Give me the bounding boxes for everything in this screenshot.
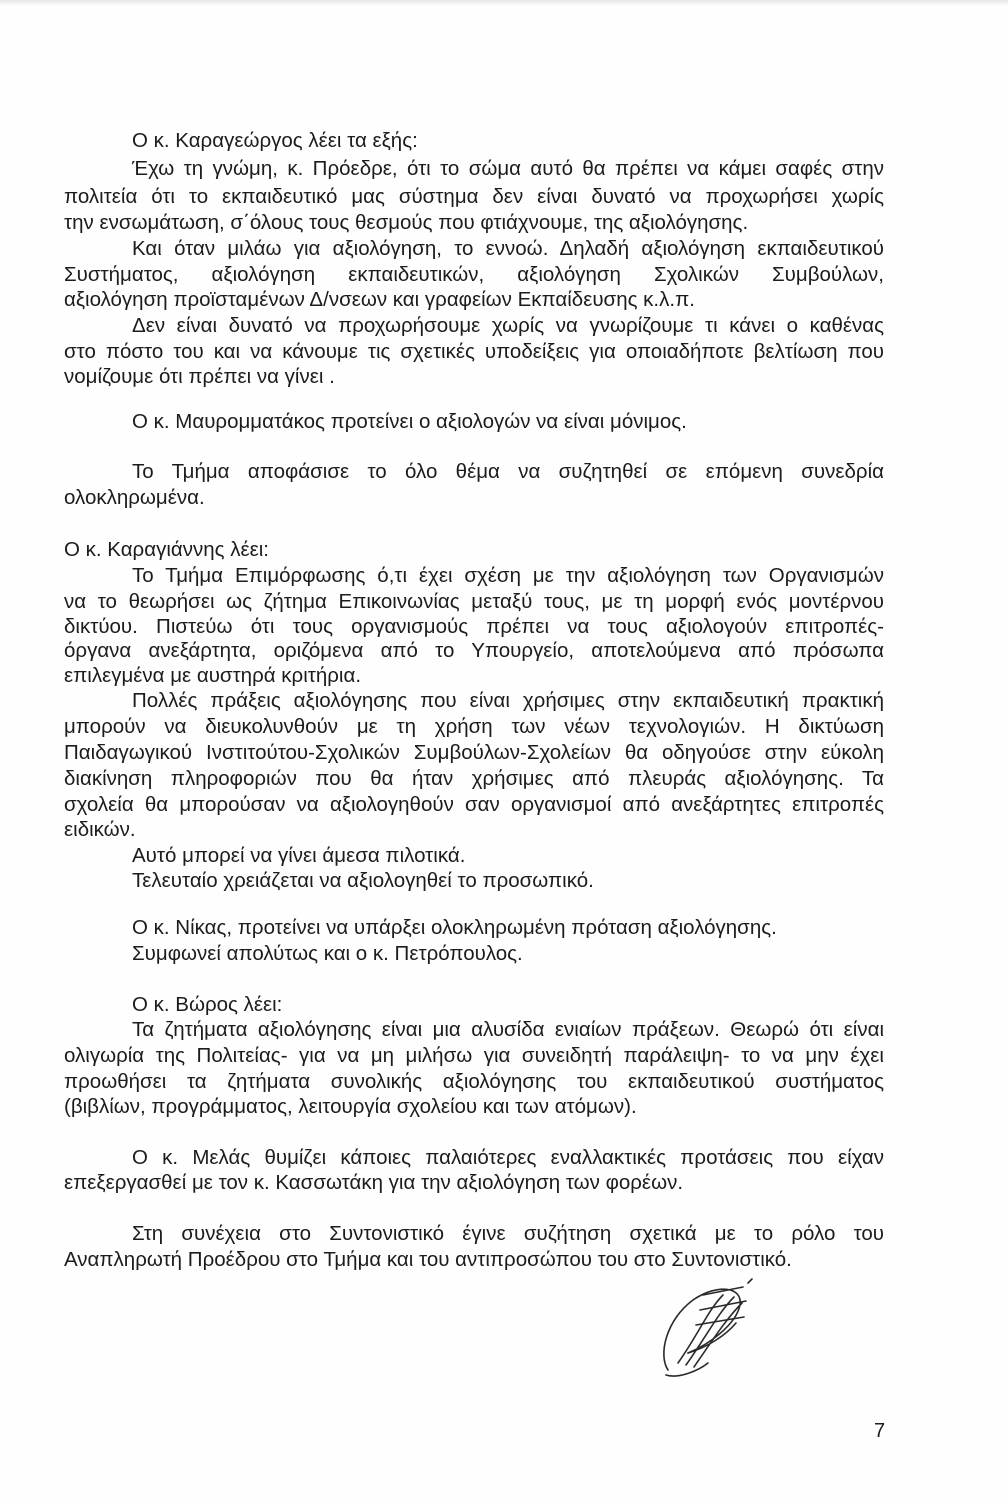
text-line: επεξεργασθεί με τον κ. Κασσωτάκη για την αξιολόγηση των φορέων. xyxy=(64,1171,684,1194)
page-number: 7 xyxy=(874,1420,886,1442)
text-line: ολιγωρία της Πολιτείας- για να μη μιλήσω για συνειδητή παράλειψη- το να μην έχει xyxy=(64,1044,884,1067)
text-line: Ο κ. Μελάς θυμίζει κάποιες παλαιότερες εναλλακτικές προτάσεις που είχαν xyxy=(132,1146,884,1169)
text-line: Ο κ. Καραγιάννης λέει: xyxy=(64,538,269,561)
text-line: νομίζουμε ότι πρέπει να γίνει . xyxy=(64,365,335,388)
text-line: Συμφωνεί απολύτως και ο κ. Πετρόπουλος. xyxy=(132,942,523,965)
text-line: Στη συνέχεια στο Συντονιστικό έγινε συζήτηση σχετικά με το ρόλο του xyxy=(132,1222,884,1245)
text-line: Συστήματος, αξιολόγηση εκπαιδευτικών, αξιολόγηση Σχολικών Συμβούλων, xyxy=(64,263,884,286)
text-line: σχολεία θα μπορούσαν να αξιολογηθούν σαν οργανισμοί από ανεξάρτητες επιτροπές xyxy=(64,793,884,816)
text-line: να το θεωρήσει ως ζήτημα Επικοινωνίας μεταξύ τους, με τη μορφή ενός μοντέρνου xyxy=(64,590,884,613)
text-line: Ο κ. Νίκας, προτείνει να υπάρξει ολοκληρωμένη πρόταση αξιολόγησης. xyxy=(132,916,777,939)
text-line: προωθήσει τα ζητήματα συνολικής αξιολόγησης του εκπαιδευτικού συστήματος xyxy=(64,1070,884,1093)
text-line: Τα ζητήματα αξιολόγησης είναι μια αλυσίδα ενιαίων πράξεων. Θεωρώ ότι είναι xyxy=(132,1018,884,1041)
page-edge xyxy=(0,0,1008,6)
text-line: επιλεγμένα με αυστηρά κριτήρια. xyxy=(64,664,362,687)
text-line: Ο κ. Μαυρομματάκος προτείνει ο αξιολογών να είναι μόνιμος. xyxy=(132,410,687,433)
text-line: Έχω τη γνώμη, κ. Πρόεδρε, ότι το σώμα αυτό θα πρέπει να κάμει σαφές στην xyxy=(132,157,884,180)
text-line: ολοκληρωμένα. xyxy=(64,486,205,509)
text-line: την ενσωμάτωση, σ΄όλους τους θεσμούς που φτιάχνουμε, της αξιολόγησης. xyxy=(64,211,749,234)
text-line: (βιβλίων, προγράμματος, λειτουργία σχολείου και των ατόμων). xyxy=(64,1095,637,1118)
text-line: πολιτεία ότι το εκπαιδευτικό μας σύστημα δεν είναι δυνατό να προχωρήσει χωρίς xyxy=(64,185,884,208)
text-line: δικτύου. Πιστεύω ότι τους οργανισμούς πρέπει να τους αξιολογούν επιτροπές- xyxy=(64,615,884,638)
signature-mark xyxy=(648,1275,768,1385)
text-line: Δεν είναι δυνατό να προχωρήσουμε χωρίς να γνωρίζουμε τι κάνει ο καθένας xyxy=(132,314,884,337)
text-line: διακίνηση πληροφοριών που θα ήταν χρήσιμες από πλευράς αξιολόγησης. Τα xyxy=(64,767,884,790)
text-line: Ο κ. Βώρος λέει: xyxy=(132,993,283,1016)
text-line: στο πόστο του και να κάνουμε τις σχετικές υποδείξεις για οποιαδήποτε βελτίωση που xyxy=(64,340,884,363)
text-line: Ο κ. Καραγεώργος λέει τα εξής: xyxy=(132,129,418,152)
text-line: Πολλές πράξεις αξιολόγησης που είναι χρήσιμες στην εκπαιδευτική πρακτική xyxy=(132,689,884,712)
text-line: Το Τμήμα Επιμόρφωσης ό,τι έχει σχέση με την αξιολόγηση των Οργανισμών xyxy=(132,564,884,587)
text-line: ειδικών. xyxy=(64,818,136,841)
text-line: όργανα ανεξάρτητα, οριζόμενα από το Υπουργείο, αποτελούμενα από πρόσωπα xyxy=(64,639,884,662)
text-line: Και όταν μιλάω για αξιολόγηση, το εννοώ. Δηλαδή αξιολόγηση εκπαιδευτικού xyxy=(132,237,884,260)
text-line: Τελευταίο χρειάζεται να αξιολογηθεί το προσωπικό. xyxy=(132,869,594,892)
text-line: μπορούν να διευκολυνθούν με τη χρήση των νέων τεχνολογιών. Η δικτύωση xyxy=(64,715,884,738)
text-line: Αναπληρωτή Προέδρου στο Τμήμα και του αντιπροσώπου του στο Συντονιστικό. xyxy=(64,1248,792,1271)
text-line: Αυτό μπορεί να γίνει άμεσα πιλοτικά. xyxy=(132,844,466,867)
text-line: Παιδαγωγικού Ινστιτούτου-Σχολικών Συμβούλων-Σχολείων θα οδηγούσε στην εύκολη xyxy=(64,741,884,764)
text-line: Το Τμήμα αποφάσισε το όλο θέμα να συζητηθεί σε επόμενη συνεδρία xyxy=(132,460,884,483)
text-line: αξιολόγηση προϊσταμένων Δ/νσεων και γραφείων Εκπαίδευσης κ.λ.π. xyxy=(64,288,695,311)
